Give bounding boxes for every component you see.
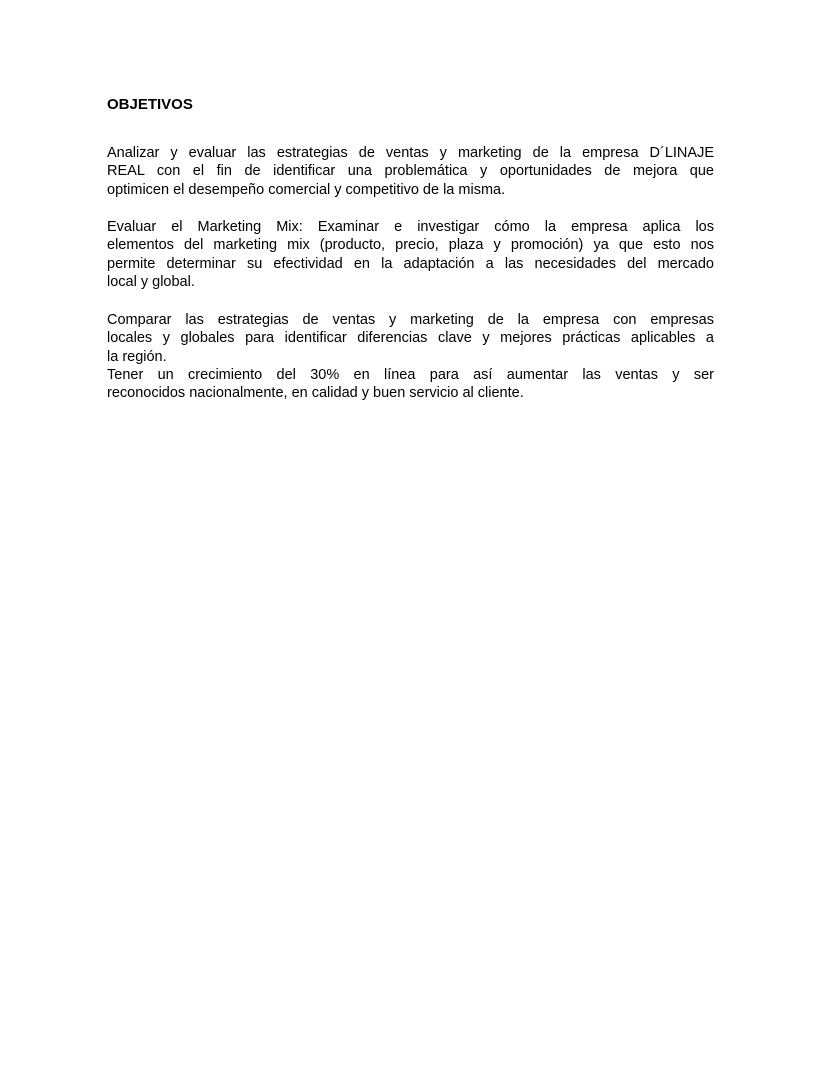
paragraph-objective-4 — [107, 366, 714, 403]
text-line: optimicen el desempeño comercial y competitivo de la misma. — [107, 181, 506, 198]
text-line: local y global. — [107, 273, 195, 290]
paragraph-objective-3 — [107, 311, 714, 366]
text-line: locales y globales para identificar diferencias clave y mejores prácticas aplicables a — [107, 330, 714, 347]
text-line: permite determinar su efectividad en la adaptación a las necesidades del mercado — [107, 255, 714, 272]
text-line: la región. — [107, 348, 167, 365]
text-line: Analizar y evaluar las estrategias de ventas y marketing de la empresa D´LINAJE — [107, 145, 714, 161]
text-line: Tener un crecimiento del 30% en línea para así aumentar las ventas y ser — [107, 367, 714, 383]
paragraph-objective-1 — [107, 144, 714, 199]
text-line: Evaluar el Marketing Mix: Examinar e investigar cómo la empresa aplica los — [107, 219, 714, 235]
text-line: reconocidos nacionalmente, en calidad y buen servicio al cliente. — [107, 385, 524, 402]
text-line: Comparar las estrategias de ventas y marketing de la empresa con empresas — [107, 312, 714, 328]
text-line: REAL con el fin de identificar una problemática y oportunidades de mejora que — [107, 163, 714, 180]
section-heading: OBJETIVOS — [107, 96, 193, 113]
paragraph-objective-2 — [107, 218, 714, 291]
text-line: elementos del marketing mix (producto, precio, plaza y promoción) ya que esto nos — [107, 237, 714, 254]
